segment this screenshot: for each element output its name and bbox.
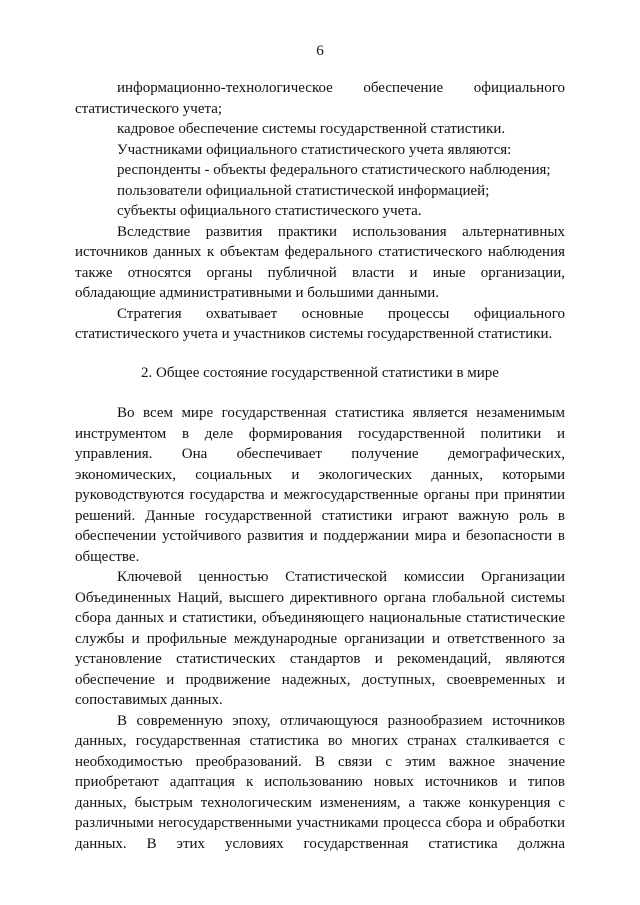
paragraph: Стратегия охватывает основные процессы официального статистического учета и участников системы государственной статистики.	[75, 305, 565, 342]
paragraph: информационно-технологическое обеспечение официального статистического учета;	[75, 80, 565, 117]
paragraph: кадровое обеспечение системы государственной статистики.	[117, 121, 506, 137]
document-body	[75, 78, 565, 854]
paragraph: Участниками официального статистического учета являются:	[117, 141, 512, 158]
section-heading: 2. Общее состояние государственной статистики в мире	[141, 364, 499, 381]
section-1-continuation	[75, 78, 565, 345]
page-number: 6	[316, 43, 324, 59]
section-2-body	[75, 403, 565, 854]
paragraph: субъекты официального статистического учета.	[117, 203, 422, 219]
paragraph: Во всем мире государственная статистика является незаменимым инструментом в деле формирования государственной политики и управления. Она обеспечивает получение демографических, экономических, социальных и экологических данных, которыми руководствуются государства и межгосударственные органы при принятии решений. Данные государственной статистики играют важную роль в обеспечении устойчивого развития и поддержании мира и безопасности в обществе.	[75, 405, 565, 565]
paragraph: респонденты - объекты федерального статистического наблюдения;	[117, 162, 551, 178]
paragraph: пользователи официальной статистической информацией;	[117, 182, 490, 199]
paragraph: Ключевой ценностью Статистической комиссии Организации Объединенных Наций, высшего директивного органа глобальной системы сбора данных и статистики, объединяющего национальные статистические службы и профильные международные организации и ответственного за установление статистических стандартов и рекомендаций, являются обеспечение и продвижение надежных, доступных, своевременных и сопоставимых данных.	[75, 569, 565, 708]
paragraph: В современную эпоху, отличающуюся разнообразием источников данных, государственная статистика во многих странах сталкивается с необходимостью преобразований. В связи с этим важное значение приобретают адаптация к использованию новых источников и типов данных, быстрым технологическим изменениям, а также конкуренция с различными негосударственными участниками процесса сбора и обработки данных. В этих условиях государственная статистика должна	[75, 712, 565, 852]
paragraph: Вследствие развития практики использования альтернативных источников данных к объектам федерального статистического наблюдения также относятся органы публичной власти и иные организации, обладающие административными и большими данными.	[75, 223, 565, 301]
